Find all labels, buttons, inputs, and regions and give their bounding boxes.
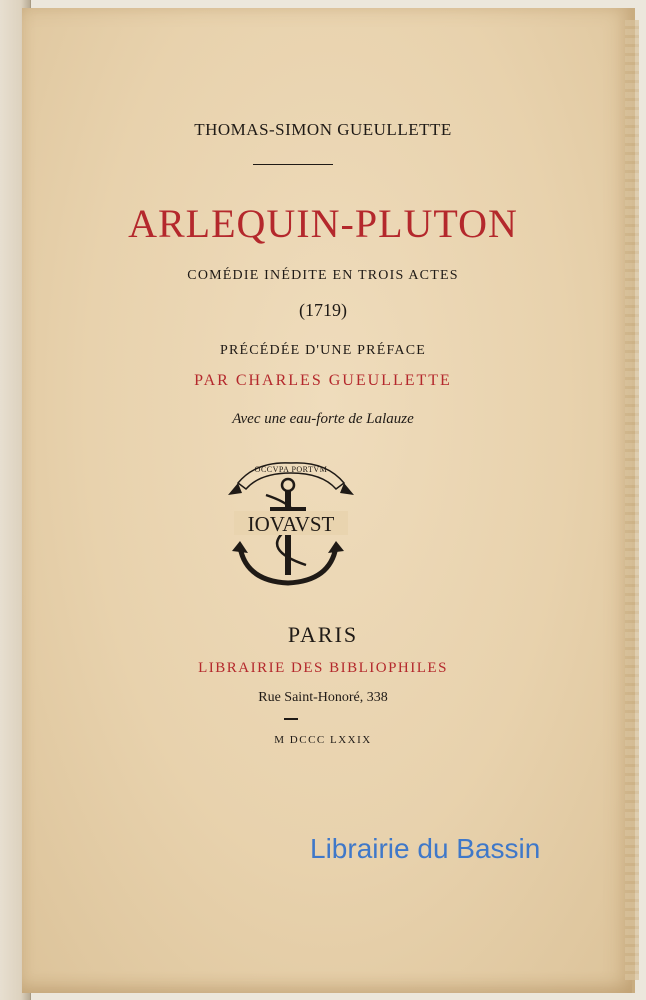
address-divider (284, 718, 298, 720)
publication-city: PARIS (287, 622, 359, 647)
etching-note: Avec une eau-forte de Lalauze (232, 411, 414, 427)
author-divider (253, 164, 333, 165)
emblem-monogram: IOVAVST (247, 512, 335, 536)
publisher-address: Rue Saint-Honoré, 338 (258, 690, 388, 705)
preface-author: PAR CHARLES GUEULLETTE (194, 372, 452, 389)
page-fore-edge (625, 20, 639, 980)
book-title: ARLEQUIN-PLUTON (128, 201, 518, 246)
preface-line: PRÉCÉDÉE D'UNE PRÉFACE (219, 343, 426, 358)
publication-date: M DCCC LXXIX (274, 734, 372, 746)
publication-year: (1719) (299, 300, 347, 320)
publisher-name: LIBRAIRIE DES BIBLIOPHILES (198, 660, 448, 676)
book-subtitle: COMÉDIE INÉDITE EN TROIS ACTES (187, 268, 459, 283)
anchor-emblem-icon (226, 455, 356, 595)
seller-watermark: Librairie du Bassin (310, 833, 541, 864)
emblem-banner-text: OCCVPA PORTVM (254, 465, 328, 474)
author-name: THOMAS-SIMON GUEULLETTE (194, 120, 452, 139)
